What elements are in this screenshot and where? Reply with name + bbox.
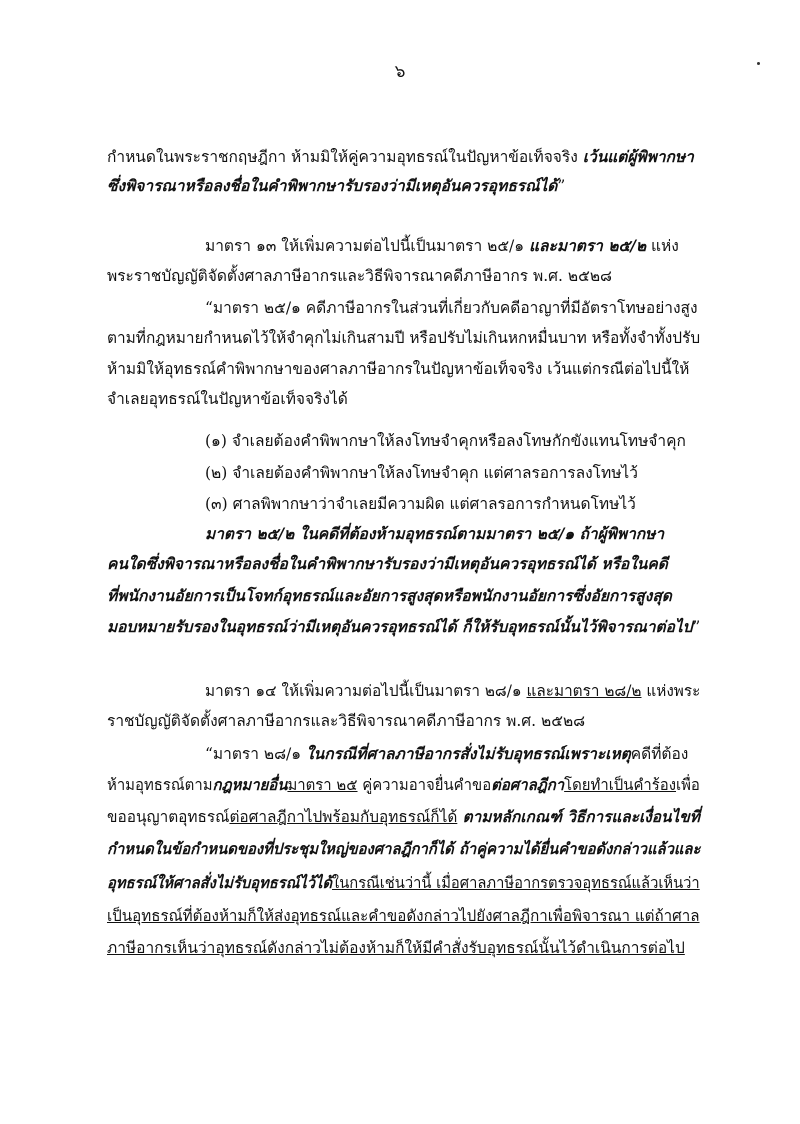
text-segment: เพื่อ — [676, 776, 700, 794]
text-segment: ห้ามมิให้อุทธรณ์คำพิพากษาของศาลภาษีอากรในปัญหาข้อเท็จจริง เว้นแต่กรณีต่อไปนี้ให้ — [107, 360, 690, 378]
emphasized-text: ต่อศาลฎีกา — [491, 775, 565, 794]
text-segment: “มาตรา ๒๕/๑ คดีภาษีอากรในส่วนที่เกี่ยวกับคดีอาญาที่มีอัตราโทษอย่างสูง — [205, 299, 698, 317]
underlined-text: โดยทำเป็นคำร้อง — [564, 776, 677, 794]
underlined-text: ในกรณีเช่นว่านี้ เมื่อศาลภาษีอากรตรวจอุทธรณ์แล้วเห็นว่า — [332, 874, 700, 892]
text-line — [107, 774, 700, 796]
emphasized-text: ในกรณีที่ศาลภาษีอากรสั่งไม่รับอุทธรณ์เพราะเหตุ — [306, 744, 631, 763]
text-segment: มาตรา ๑๓ ให้เพิ่มความต่อไปนี้เป็นมาตรา ๒๕/๑ — [205, 237, 530, 255]
text-line — [205, 743, 688, 765]
underlined-text: ต่อศาลฎีกาไปพร้อมกับอุทธรณ์ก็ได้ — [229, 808, 458, 826]
text-segment: ตามที่กฎหมายกำหนดไว้ให้จำคุกไม่เกินสามปี หรือปรับไม่เกินหกหมื่นบาท หรือทั้งจำทั้งปรับ — [107, 329, 701, 347]
emphasized-text: ซึ่งพิจารณาหรือลงชื่อในคำพิพากษารับรองว่ามีเหตุอันควรอุทธรณ์ได้ — [107, 176, 558, 195]
text-segment: ” — [557, 177, 566, 195]
underlined-text: ภาษีอากรเห็นว่าอุทธรณ์ดังกล่าวไม่ต้องห้ามก็ให้มีคำสั่งรับอุทธรณ์นั้นไว้ดำเนินการต่อไป — [107, 939, 685, 957]
text-line — [107, 710, 585, 732]
text-line — [107, 806, 700, 828]
text-line — [107, 388, 348, 410]
text-segment: แห่ง — [646, 237, 679, 255]
emphasized-text: เว้นแต่ผู้พิพากษา — [582, 147, 694, 166]
underlined-text: เป็นอุทธรณ์ที่ต้องห้ามก็ให้ส่งอุทธรณ์และคำขอดังกล่าวไปยังศาลฎีกาเพื่อพิจารณา แต่ถ้าศาล — [107, 907, 700, 925]
emphasized-text: อุทธรณ์ให้ศาลสั่งไม่รับอุทธรณ์ไว้ได้ — [107, 873, 333, 892]
text-line — [107, 838, 700, 860]
text-segment: (๒) จำเลยต้องคำพิพากษาให้ลงโทษจำคุก แต่ศาลรอการลงโทษไว้ — [205, 464, 638, 482]
text-line — [107, 937, 685, 959]
text-line — [205, 297, 698, 319]
emphasized-text: มอบหมายรับรองในอุทธรณ์ว่ามีเหตุอันควรอุทธรณ์ได้ ก็ให้รับอุทธรณ์นั้นไว้พิจารณาต่อไป — [107, 617, 693, 636]
emphasized-text: ตามหลักเกณฑ์ วิธีการและเงื่อนไขที่ — [457, 807, 700, 826]
text-line — [107, 358, 689, 380]
text-segment: ราชบัญญัติจัดตั้งศาลภาษีอากรและวิธีพิจารณาคดีภาษีอากร พ.ศ. ๒๕๒๘ — [107, 712, 586, 730]
emphasized-text: คนใดซึ่งพิจารณาหรือลงชื่อในคำพิพากษารับรองว่ามีเหตุอันควรอุทธรณ์ได้ หรือในคดี — [107, 554, 668, 573]
text-line — [107, 585, 672, 607]
text-line — [205, 493, 636, 515]
emphasized-text: กำหนดในข้อกำหนดของที่ประชุมใหญ่ของศาลฎีกาก็ได้ ถ้าคู่ความได้ยื่นคำขอดังกล่าวแล้วและ — [107, 839, 701, 858]
text-segment: ห้ามอุทธรณ์ตาม — [107, 776, 213, 794]
text-line — [205, 235, 679, 257]
text-segment: ” — [692, 618, 701, 636]
text-line — [107, 616, 700, 638]
text-segment: คู่ความอาจยื่นคำขอ — [357, 776, 492, 794]
text-segment: มาตรา ๑๔ ให้เพิ่มความต่อไปนี้เป็นมาตรา ๒๘/๑ — [205, 682, 527, 700]
text-segment: จำเลยอุทธรณ์ในปัญหาข้อเท็จจริงได้ — [107, 390, 348, 408]
text-line — [107, 146, 694, 168]
text-line — [107, 905, 700, 927]
emphasized-text: และมาตรา ๒๕/๒ — [529, 236, 647, 255]
text-line — [205, 680, 700, 702]
text-segment: พระราชบัญญัติจัดตั้งศาลภาษีอากรและวิธีพิจารณาคดีภาษีอากร พ.ศ. ๒๕๒๘ — [107, 267, 612, 285]
text-segment: (๓) ศาลพิพากษาว่าจำเลยมีความผิด แต่ศาลรอการกำหนดโทษไว้ — [205, 495, 636, 513]
text-segment: กำหนดในพระราชกฤษฎีกา ห้ามมิให้คู่ความอุทธรณ์ในปัญหาข้อเท็จจริง — [107, 148, 583, 166]
page-number: ๖ — [394, 62, 406, 82]
underlined-text: มาตรา ๒๕ — [287, 776, 358, 794]
text-line — [107, 327, 700, 349]
text-line — [107, 175, 565, 197]
text-segment: “มาตรา ๒๘/๑ — [205, 745, 307, 763]
text-segment: ขออนุญาตอุทธรณ์ — [107, 808, 230, 826]
emphasized-text: กฎหมายอื่น — [212, 775, 288, 794]
text-line — [107, 872, 700, 894]
text-segment: คดีที่ต้อง — [630, 745, 689, 763]
text-line — [107, 553, 668, 575]
text-line — [205, 523, 664, 545]
emphasized-text: ที่พนักงานอัยการเป็นโจทก์อุทธรณ์และอัยการสูงสุดหรือพนักงานอัยการซึ่งอัยการสูงสุด — [107, 586, 672, 605]
text-line — [107, 265, 612, 287]
underlined-text: และมาตรา ๒๘/๒ — [526, 682, 642, 700]
text-line — [205, 462, 638, 484]
text-segment: (๑) จำเลยต้องคำพิพากษาให้ลงโทษจำคุกหรือลงโทษกักขังแทนโทษจำคุก — [205, 432, 686, 450]
emphasized-text: มาตรา ๒๕/๒ ในคดีที่ต้องห้ามอุทธรณ์ตามมาตรา ๒๕/๑ ถ้าผู้พิพากษา — [205, 524, 665, 543]
text-line — [205, 430, 686, 452]
text-segment: แห่งพระ — [641, 682, 701, 700]
scan-speck — [757, 62, 760, 65]
